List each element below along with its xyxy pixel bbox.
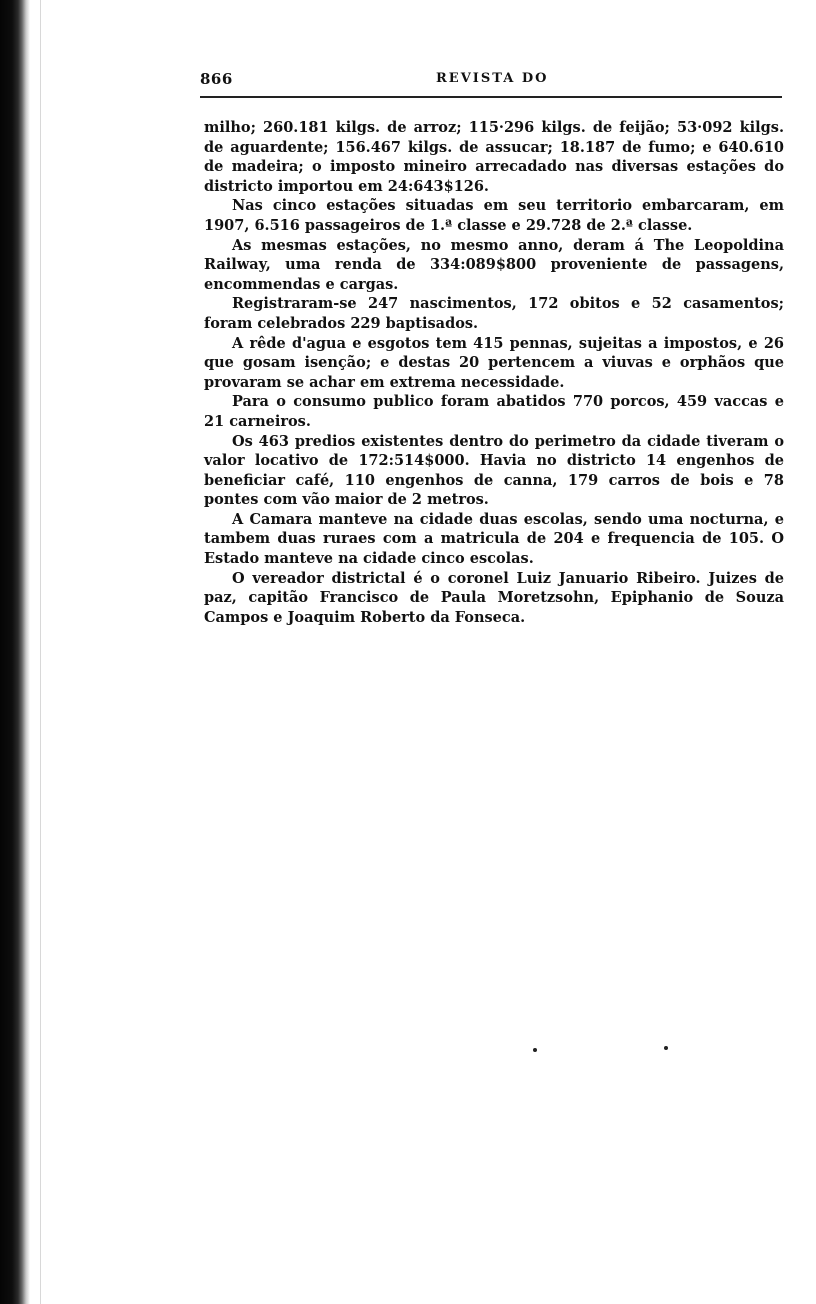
paragraph: A Camara manteve na cidade duas escolas, sendo uma nocturna, e tambem duas ruraes com a matricula de 204 e frequencia de 105. O Estado manteve na cidade cinco escolas. (204, 510, 784, 568)
paragraph: O vereador districtal é o coronel Luiz Januario Ribeiro. Juizes de paz, capitão Francisco de Paula Moretzsohn, Epiphanio de Souza Campos e Joaquim Roberto da Fonseca. (204, 569, 784, 626)
book-spine-shadow (0, 0, 30, 1304)
paragraph: Os 463 predios existentes dentro do perimetro da cidade tiveram o valor locativo de 172:514$000. Havia no districto 14 engenhos de beneficiar café, 110 engenhos de canna, 179 carros de bois e 78 pontes com vão maior de 2 metros. (204, 432, 784, 509)
page-header (200, 70, 780, 92)
paragraph: A rêde d'agua e esgotos tem 415 pennas, sujeitas a impostos, e 26 que gosam isenção; e destas 20 pertencem a viuvas e orphãos que provaram se achar em extrema necessidade. (204, 334, 784, 391)
header-rule (200, 96, 782, 98)
print-speck (664, 1046, 668, 1050)
print-speck (533, 1048, 537, 1052)
paragraph: Nas cinco estações situadas em seu territorio embarcaram, em 1907, 6.516 passageiros de 1.ª classe e 29.728 de 2.ª classe. (204, 197, 784, 234)
page-number: 866 (200, 70, 233, 88)
paragraph: Para o consumo publico foram abatidos 770 porcos, 459 vaccas e 21 carneiros. (204, 393, 784, 430)
body-text (204, 118, 784, 627)
paragraph: As mesmas estações, no mesmo anno, deram á The Leopoldina Railway, uma renda de 334:089$800 proveniente de passagens, encommendas e cargas. (204, 236, 784, 293)
running-title: REVISTA DO (436, 71, 549, 86)
paragraph: Registraram-se 247 nascimentos, 172 obitos e 52 casamentos; foram celebrados 229 baptisados. (204, 295, 784, 332)
page-edge-line (40, 0, 41, 1304)
paragraph: milho; 260.181 kilgs. de arroz; 115·296 kilgs. de feijão; 53·092 kilgs. de aguardente; 156.467 kilgs. de assucar; 18.187 de fumo; e 640.610 de madeira; o imposto mineiro arrecadado nas diversas estações do districto importou em 24:643$126. (204, 119, 784, 195)
